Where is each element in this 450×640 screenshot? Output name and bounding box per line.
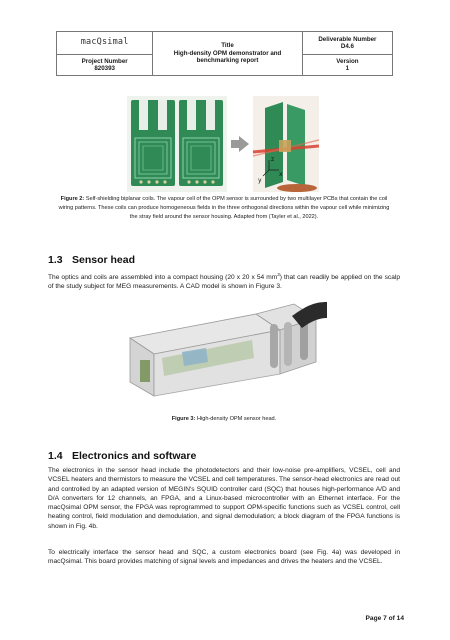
document-title: High-density OPM demonstrator and benchmarking report bbox=[173, 49, 282, 65]
arrow-right-icon bbox=[231, 136, 249, 152]
version-number: 1 bbox=[345, 65, 350, 72]
project-number-cell bbox=[57, 55, 153, 76]
version-label: Version bbox=[336, 57, 359, 65]
axis-label-y: y bbox=[258, 177, 262, 184]
figure-3-caption bbox=[54, 415, 394, 424]
axis-label-z: z bbox=[271, 156, 275, 163]
title-cell bbox=[153, 32, 303, 76]
figure-2-image bbox=[127, 96, 319, 192]
page-number: Page 7 of 14 bbox=[365, 615, 404, 622]
pcb-plate-left bbox=[131, 100, 175, 186]
figure-3-image bbox=[122, 296, 327, 404]
logo-cell bbox=[57, 32, 153, 55]
section-1-3-heading bbox=[48, 254, 135, 266]
pcb-plate-right bbox=[179, 100, 223, 186]
document-header-table bbox=[56, 31, 393, 76]
section-1-4-paragraph-2: To electrically interface the sensor head and SQC, a custom electronics board (see Fig. 4a) was developed in macQsimal. This board provides matching of signal levels and impedances and drives the heaters and the VCSEL. bbox=[48, 549, 400, 566]
figure-2-caption-text: Self-shielding biplanar coils. The vapour cell of the OPM sensor is surrounded by two multilayer PCBs that contain the coil wiring patterns. These coils can produce homogeneous fields in the three orthogonal directions within the vapour cell while minimizing the stray field around the sensor housing. Adapted from (Tayler et al., 2022). bbox=[58, 196, 390, 220]
para-text-part-2: ) that can readily be applied on the scalp of the study subject for MEG measurements. A CAD model is shown in Figure 3. bbox=[48, 274, 400, 291]
project-number-label: Project Number bbox=[81, 57, 128, 65]
deliverable-cell bbox=[302, 32, 392, 55]
section-1-3-number: 1.3 bbox=[48, 254, 63, 266]
title-label: Title bbox=[221, 42, 234, 50]
section-1-3-paragraph bbox=[48, 270, 400, 292]
figure-2-label: Figure 2: bbox=[60, 196, 85, 202]
deliverable-label: Deliverable Number bbox=[318, 35, 377, 43]
axis-label-x: x bbox=[279, 171, 283, 178]
superscript-3: 3 bbox=[277, 272, 280, 277]
macqsimal-logo: macQsimal bbox=[80, 37, 129, 48]
deliverable-number: D4.6 bbox=[340, 43, 354, 50]
figure-2-caption bbox=[54, 195, 394, 222]
section-1-4-heading bbox=[48, 450, 196, 462]
section-1-3-title: Sensor head bbox=[72, 254, 136, 266]
section-1-4-title: Electronics and software bbox=[72, 450, 197, 462]
project-number: 820393 bbox=[94, 65, 115, 72]
para-text-part-1: The optics and coils are assembled into a compact housing (20 x 20 x 54 mm bbox=[48, 274, 278, 282]
section-1-4-number: 1.4 bbox=[48, 450, 63, 462]
figure-3-caption-text: High-density OPM sensor head. bbox=[196, 416, 277, 422]
version-cell bbox=[302, 55, 392, 76]
section-1-4-paragraph-1: The electronics in the sensor head include the photodetectors and their low-noise pre-amplifiers, VCSEL, cell and VCSEL heaters and thermistors to measure the VCSEL and cell temperatures. The sensor-head electronics are read out and controlled by an adapted version of MEGIN's SQUID controller card (SQC) that houses high-performance A/D and D/A converters for 12 channels, an FPGA, and a Linux-based microcontroller with an Ethernet interface. For the macQsimal OPM sensor, the FPGA was reprogrammed to support OPM-specific functions such as VCSEL control, cell heating control, field modulation and demodulation, and signal demodulation; a block diagram of the FPGA functions is shown in Fig. 4b. bbox=[48, 467, 400, 530]
figure-3-label: Figure 3: bbox=[171, 416, 196, 422]
